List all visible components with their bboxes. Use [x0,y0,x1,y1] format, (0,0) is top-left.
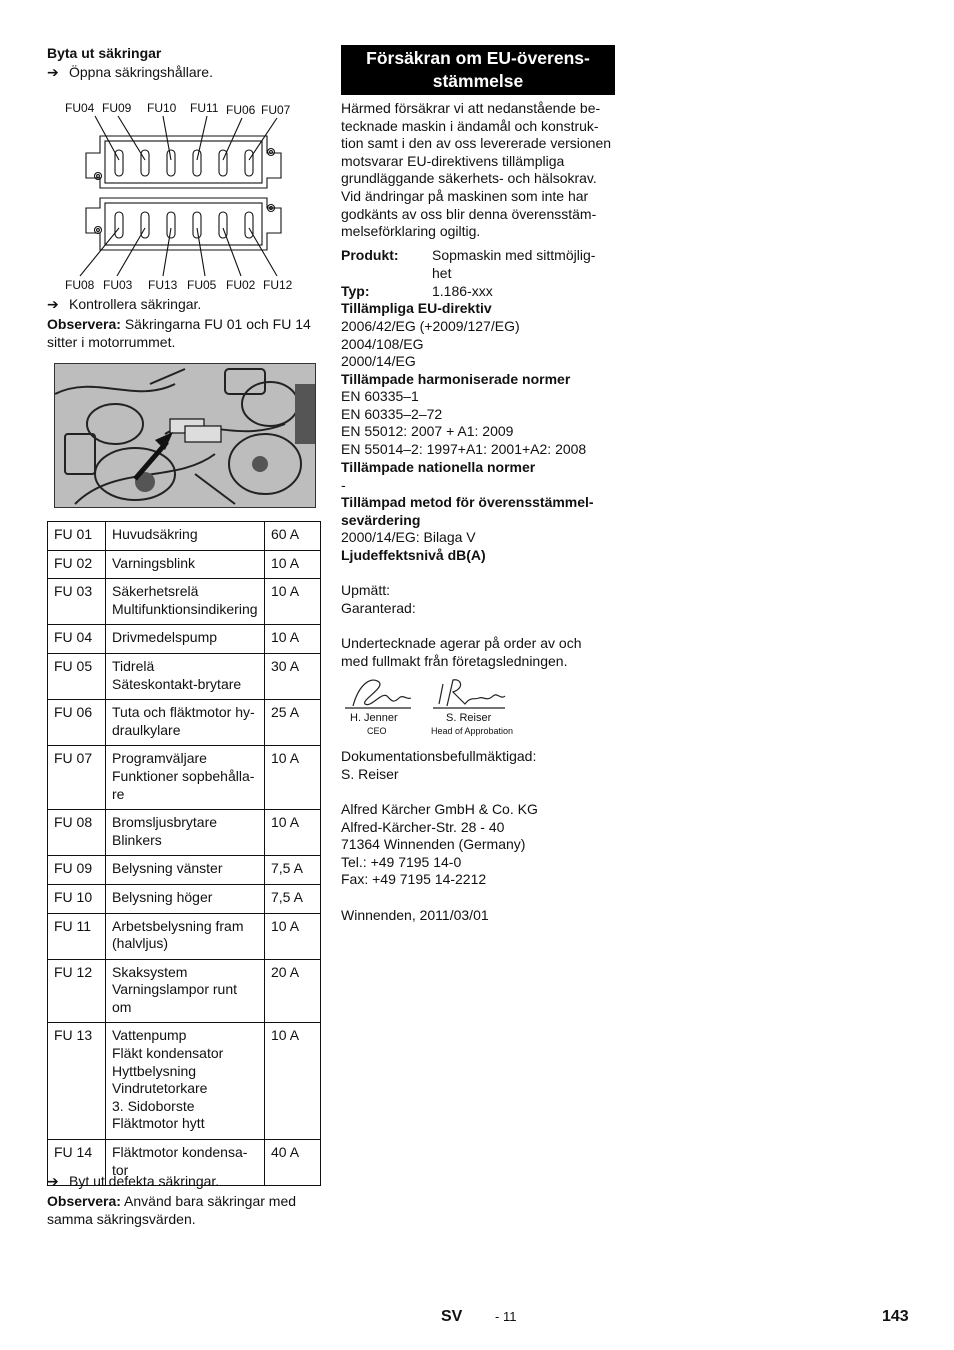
fuse-rating: 10 A [265,913,321,959]
fuse-table-row [48,913,321,959]
harmonised-heading: Tillämpade harmoniserade normer [341,371,571,387]
fuse-label: FU09 [102,101,132,115]
product-label: Produkt: [341,247,399,263]
fuse-id: FU 14 [48,1140,106,1186]
arrow-right-icon: ➔ [47,1173,59,1189]
fuse-id: FU 04 [48,625,106,654]
national-heading: Tillämpade nationella normer [341,459,536,475]
fuse-rating: 40 A [265,1140,321,1186]
fuse-id: FU 11 [48,913,106,959]
fuse-table-row [48,746,321,810]
fuse-description: Belysning höger [106,884,265,913]
step-check-fuses: ➔ Kontrollera säkringar. [47,296,202,312]
fuse-id: FU 09 [48,856,106,885]
type-value: 1.186-xxx [432,283,493,299]
fuse-rating: 10 A [265,746,321,810]
fuse-table-row [48,810,321,856]
type-label: Typ: [341,283,370,299]
fuse-label: FU13 [148,278,178,292]
product-row [341,247,615,283]
measured-label: Upmätt: [341,582,391,598]
fuse-table-row [48,959,321,1023]
fuse-description: Varningsblink [106,550,265,579]
fuse-id: FU 12 [48,959,106,1023]
arrow-right-icon: ➔ [47,64,59,80]
engine-photo-drawing [55,364,315,507]
fuse-table-row [48,625,321,654]
fuse-description: Fläktmotor kondensa- tor [106,1140,265,1186]
fuse-box-diagram [55,98,305,294]
guaranteed-label: Garanterad: [341,600,416,616]
fuse-table [47,521,321,1186]
fuse-description: Bromsljusbrytare Blinkers [106,810,265,856]
fuse-description: Programväljare Funktioner sopbehålla- re [106,746,265,810]
fuse-rating: 20 A [265,959,321,1023]
fuse-description: Arbetsbelysning fram (halvljus) [106,913,265,959]
method-value: 2000/14/EG: Bilaga V [341,529,476,545]
engine-compartment-photo [54,363,316,508]
fuse-id: FU 06 [48,700,106,746]
company-address: Alfred Kärcher GmbH & Co. KG Alfred-Kärcher-Str. 28 - 40 71364 Winnenden (Germany) Tel.: +49 7195 14-0 Fax: +49 7195 14-2212 [341,801,538,888]
signers-text: Undertecknade agerar på order av och med fullmakt från företagsledningen. [341,635,582,669]
fuse-description: Belysning vänster [106,856,265,885]
footer-page-number: 143 [882,1308,909,1325]
signer1-name: H. Jenner [350,712,398,724]
fuse-table-row [48,550,321,579]
fuse-rating: 10 A [265,625,321,654]
national-value: - [341,477,346,493]
directives-list: 2006/42/EG (+2009/127/EG) 2004/108/EG 2000/14/EG [341,318,520,370]
fuse-description: Huvudsäkring [106,522,265,551]
note-fuse-location: Observera: Säkringarna FU 01 och FU 14 sitter i motorrummet. [47,316,311,350]
step-replace-fuses: ➔ Byt ut defekta säkringar. [47,1173,220,1189]
fuse-id: FU 01 [48,522,106,551]
fuse-rating: 10 A [265,550,321,579]
fuse-label: FU05 [187,278,217,292]
fuse-id: FU 08 [48,810,106,856]
fuse-table-row [48,1023,321,1140]
fuse-id: FU 13 [48,1023,106,1140]
declaration-intro: Härmed försäkrar vi att nedanstående be- tecknade maskin i ändamål och konstruk- tion samt i den av oss levererade versionen motsvarar EU-direktivens tillämpliga grundläggande säkerhets- och hälsokrav. Vid ändringar på maskinen som inte har godkänts av oss blir denna överensstäm- melseförklaring ogiltig. [341,100,612,240]
signature-drawings [341,674,516,714]
fuse-table-row [48,579,321,625]
fuse-table-row [48,884,321,913]
harmonised-list: EN 60335–1 EN 60335–2–72 EN 55012: 2007 + A1: 2009 EN 55014–2: 1997+A1: 2001+A2: 2008 [341,388,587,457]
fuse-label: FU04 [65,101,95,115]
fuse-rating: 30 A [265,653,321,699]
fuse-description: Vattenpump Fläkt kondensator Hyttbelysning Vindrutetorkare 3. Sidoborste Fläktmotor hytt [106,1023,265,1140]
fuse-label: FU10 [147,101,177,115]
fuse-id: FU 07 [48,746,106,810]
note-same-values: Observera: Använd bara säkringar med samma säkringsvärden. [47,1193,297,1227]
section-heading-fuses: Byta ut säkringar [47,45,162,61]
fuse-rating: 10 A [265,1023,321,1140]
fuse-description: Tidrelä Säteskontakt-brytare [106,653,265,699]
fuse-table-row [48,856,321,885]
fuse-description: Säkerhetsrelä Multifunktionsindikering [106,579,265,625]
noise-heading: Ljudeffektsnivå dB(A) [341,547,486,563]
fuse-rating: 10 A [265,810,321,856]
fuse-description: Tuta och fläktmotor hy- draulkylare [106,700,265,746]
declaration-title: Försäkran om EU-överens- stämmelse [341,45,615,95]
fuse-label: FU11 [190,101,219,115]
signer2-name: S. Reiser [446,712,492,724]
product-value: Sopmaskin med sittmöjlig- het [432,247,596,281]
fuse-table-row [48,653,321,699]
directives-heading: Tillämpliga EU-direktiv [341,300,492,316]
fuse-label: FU06 [226,103,256,117]
footer-language: SV [441,1308,463,1325]
type-row [341,283,615,301]
footer-local-page: - 11 [495,1309,517,1324]
fuse-rating: 7,5 A [265,856,321,885]
fuse-id: FU 02 [48,550,106,579]
method-heading: Tillämpad metod för överensstämmel- sevärdering [341,494,594,528]
fuse-label: FU12 [263,278,293,292]
fuse-rating: 60 A [265,522,321,551]
fuse-rating: 7,5 A [265,884,321,913]
fuse-id: FU 03 [48,579,106,625]
fuse-holder-drawing [55,98,305,294]
fuse-label: FU08 [65,278,95,292]
fuse-description: Skaksystem Varningslampor runt om [106,959,265,1023]
fuse-rating: 10 A [265,579,321,625]
documentation-authority: Dokumentationsbefullmäktigad: S. Reiser [341,748,537,782]
fuse-table-row [48,700,321,746]
fuse-id: FU 05 [48,653,106,699]
arrow-right-icon: ➔ [47,296,59,312]
fuse-id: FU 10 [48,884,106,913]
fuse-label: FU07 [261,103,291,117]
fuse-label: FU02 [226,278,256,292]
fuse-table-row [48,522,321,551]
step-open-fuse-holder: ➔ Öppna säkringshållare. [47,64,213,80]
fuse-label: FU03 [103,278,133,292]
signer1-role: CEO [367,726,387,736]
fuse-rating: 25 A [265,700,321,746]
place-date: Winnenden, 2011/03/01 [341,907,489,923]
signer2-role: Head of Approbation [431,726,514,736]
fuse-table-body [48,522,321,1186]
fuse-description: Drivmedelspump [106,625,265,654]
